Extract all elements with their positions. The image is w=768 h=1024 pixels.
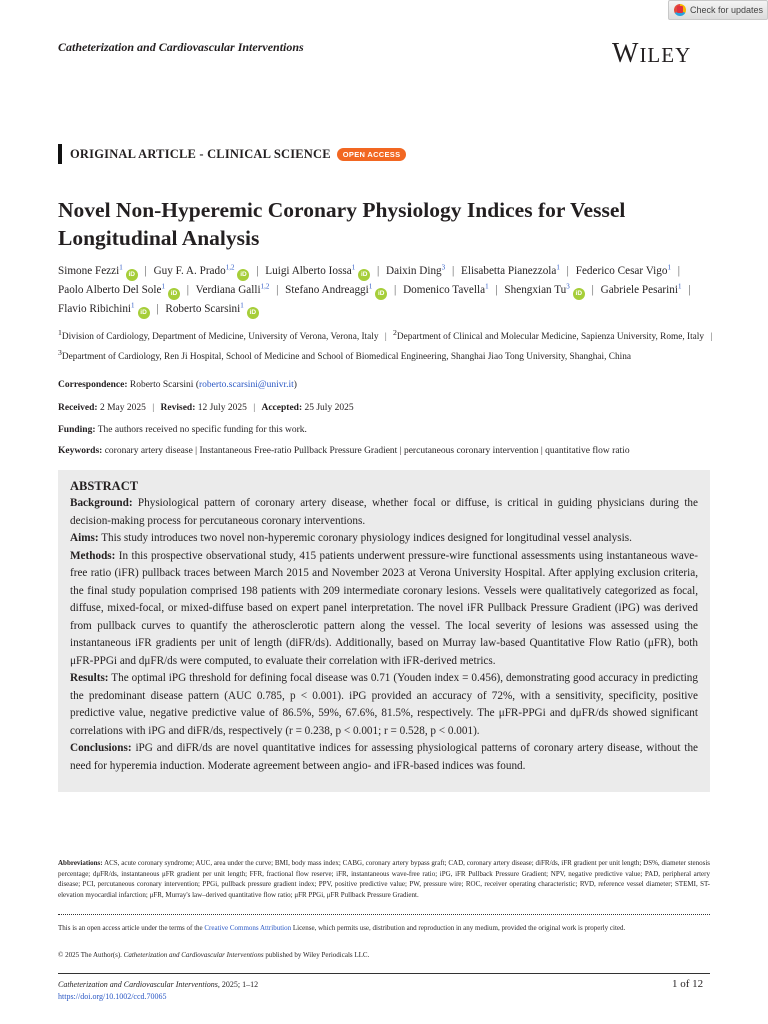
affiliation-ref: 3	[566, 282, 570, 291]
correspondence-label: Correspondence:	[58, 380, 128, 390]
license-text-end: License, which permits use, distribution and reproduction in any medium, provided the original work is properly cited.	[291, 924, 626, 932]
author-name[interactable]: Federico Cesar Vigo	[575, 265, 668, 277]
funding-text: The authors received no specific funding for this work.	[97, 425, 307, 435]
keyword[interactable]: percutaneous coronary intervention	[403, 446, 539, 456]
abbreviations-label: Abbreviations:	[58, 859, 103, 867]
wiley-logo: WILEY	[612, 38, 692, 69]
received-label: Received:	[58, 403, 98, 413]
affiliations	[58, 325, 718, 365]
affiliation-ref: 1	[131, 301, 135, 310]
affiliation-text: Department of Clinical and Molecular Medicine, Sapienza University, Rome, Italy	[396, 332, 705, 343]
separator: |	[152, 403, 155, 413]
affiliation-number: 1	[58, 328, 62, 337]
footer-volume: , 2025; 1–12	[217, 980, 259, 989]
check-for-updates-button[interactable]	[668, 0, 768, 20]
separator: |	[566, 265, 569, 277]
abstract-section	[70, 670, 698, 740]
open-access-badge: OPEN ACCESS	[337, 148, 407, 161]
abstract-section	[70, 495, 698, 530]
author-name[interactable]: Verdiana Galli	[195, 284, 261, 296]
abstract	[58, 470, 710, 792]
separator: |	[394, 284, 397, 296]
author-name[interactable]: Simone Fezzi	[58, 265, 120, 277]
keywords-label: Keywords:	[58, 446, 103, 456]
copyright-text: © 2025 The Author(s).	[58, 951, 124, 959]
article-type	[58, 144, 406, 164]
affiliation-ref: 1	[119, 263, 123, 272]
footer-divider	[58, 973, 710, 974]
author[interactable]	[154, 265, 250, 277]
cc-attribution-link[interactable]: Creative Commons Attribution	[204, 924, 292, 932]
article-dates	[58, 403, 718, 413]
copyright-journal: Catheterization and Cardiovascular Interventions	[123, 951, 264, 959]
separator: |	[256, 265, 259, 277]
author-name[interactable]: Stefano Andreaggi	[285, 284, 369, 296]
separator: |	[397, 446, 404, 456]
separator: |	[591, 284, 594, 296]
orcid-icon[interactable]: iD	[573, 288, 585, 300]
affiliation-ref: 1,2	[225, 263, 235, 272]
abstract-section-text: In this prospective observational study, 415 patients underwent pressure-wire functional assessments using instantaneous wave-free ratio (iFR) pullback traces between March 2015 and November 2023 at Verona University Hospital. After applying exclusion criteria, the final study population comprised 198 patients with 209 intermediate coronary lesions. Vessels were qualitatively categorized as focal, diffuse, mixed-focal, or mixed-diffuse based on expert panel interpretation. The novel iFR Pullback Pressure Gradient (iPG) was derived from pullback curves to quantify the atherosclerotic pattern along the vessel. The local severity of lesions was assessed using the instantaneous iFR gradients per unit of length (diFR/ds). Additionally, based on Murray law-based Quantitative Flow Ratio (μFR), both μFR-PPGi and dμFR/ds were computed, to evaluate their correlation with iFR-derived metrics.	[70, 549, 698, 667]
author-name[interactable]: Paolo Alberto Del Sole	[58, 284, 162, 296]
orcid-icon[interactable]: iD	[375, 288, 387, 300]
author[interactable]	[58, 303, 150, 315]
author[interactable]	[601, 284, 682, 296]
separator: |	[156, 303, 159, 315]
funding	[58, 425, 718, 435]
author-list	[58, 262, 718, 319]
footer-citation	[58, 980, 258, 989]
abstract-section-label: Methods:	[70, 549, 116, 562]
separator: |	[144, 265, 147, 277]
author[interactable]	[58, 284, 180, 296]
separator: |	[276, 284, 279, 296]
author-name[interactable]: Luigi Alberto Iossa	[265, 265, 352, 277]
abstract-section-text: Physiological pattern of coronary artery disease, whether focal or diffuse, is critical in guiding physicians during the decision-making process for percutaneous coronary interventions.	[70, 497, 698, 527]
journal-name: Catheterization and Cardiovascular Interventions	[58, 40, 304, 54]
check-for-updates-label: Check for updates	[690, 5, 764, 15]
author[interactable]	[461, 265, 560, 277]
abstract-section-text: iPG and diFR/ds are novel quantitative indices for assessing physiological patterns of coronary artery disease, without the need for hyperemia induction. Moderate agreement between angio- and iFR-based indices was found.	[70, 742, 698, 772]
author-name[interactable]: Flavio Ribichini	[58, 303, 132, 315]
keyword[interactable]: Instantaneous Free-ratio Pullback Pressure Gradient	[199, 446, 398, 456]
license-text: This is an open access article under the terms of the	[58, 924, 205, 932]
separator: |	[192, 446, 200, 456]
affiliation-ref: 1	[556, 263, 560, 272]
affiliation-ref: 1	[667, 263, 671, 272]
crossmark-icon	[674, 4, 686, 16]
affiliation-text: Division of Cardiology, Department of Medicine, University of Verona, Verona, Italy	[61, 332, 379, 343]
affiliation-ref: 1,2	[260, 282, 270, 291]
affiliation	[58, 348, 631, 363]
abstract-heading: ABSTRACT	[70, 479, 139, 493]
copyright	[58, 951, 369, 959]
author[interactable]	[285, 284, 387, 296]
author[interactable]	[403, 284, 488, 296]
author[interactable]	[504, 284, 584, 296]
affiliation-ref: 1	[368, 282, 373, 291]
accepted-date: 25 July 2025	[304, 403, 354, 413]
abstract-section-label: Conclusions:	[70, 742, 132, 754]
affiliation-number: 3	[58, 348, 62, 358]
author-name[interactable]: Domenico Tavella	[403, 284, 486, 296]
author-name[interactable]: Gabriele Pesarini	[600, 284, 678, 296]
keyword[interactable]: coronary artery disease	[104, 446, 193, 456]
affiliation-ref: 1	[485, 282, 489, 291]
separator: |	[710, 332, 713, 343]
affiliation-ref: 1	[351, 263, 356, 272]
author-name[interactable]: Guy F. A. Prado	[153, 265, 226, 277]
affiliation-ref: 1	[240, 301, 244, 310]
abstract-section-text: This study introduces two novel non-hyperemic coronary physiology indices designed for longitudinal vessel analysis.	[98, 532, 632, 544]
author-name[interactable]: Roberto Scarsini	[165, 303, 241, 315]
keywords-list	[105, 446, 630, 456]
correspondence: Correspondence: Roberto Scarsini (roberto.scarsini@univr.it)	[58, 380, 297, 390]
separator: |	[538, 446, 546, 456]
accepted-label: Accepted:	[261, 403, 303, 413]
author[interactable]	[386, 265, 445, 277]
separator: |	[253, 403, 256, 413]
separator: |	[376, 265, 380, 277]
orcid-icon[interactable]: iD	[168, 288, 180, 300]
abstract-section	[70, 548, 698, 671]
revised-label: Revised:	[160, 403, 196, 413]
abstract-section	[70, 530, 698, 548]
abstract-section-label: Results:	[70, 672, 109, 684]
author-name[interactable]: Daixin Ding	[386, 265, 442, 277]
abstract-body	[70, 495, 698, 775]
correspondence-name: Roberto Scarsini	[129, 380, 194, 390]
orcid-icon[interactable]: iD	[237, 269, 249, 281]
author[interactable]	[576, 265, 671, 277]
affiliation-text: Department of Cardiology, Ren Ji Hospital, School of Medicine and School of Biomedical Engineering, Shanghai Jiao Tong University, Shanghai, China	[61, 352, 631, 363]
abstract-section	[70, 740, 698, 775]
separator: |	[451, 265, 455, 277]
affiliation-ref: 1	[161, 282, 165, 291]
license-notice	[58, 922, 710, 934]
orcid-icon[interactable]: iD	[247, 307, 259, 319]
author[interactable]	[58, 265, 138, 277]
separator: |	[186, 284, 190, 296]
affiliation-ref: 3	[441, 263, 446, 272]
footer-journal: Catheterization and Cardiovascular Interventions	[58, 980, 218, 989]
author-name[interactable]: Elisabetta Pianezzola	[461, 265, 557, 277]
author[interactable]	[265, 265, 370, 277]
separator: |	[495, 284, 498, 296]
section-bar	[58, 144, 62, 164]
orcid-icon[interactable]: iD	[126, 269, 138, 281]
affiliation-ref: 1	[677, 282, 682, 291]
article-type-label: ORIGINAL ARTICLE - CLINICAL SCIENCE	[70, 146, 331, 161]
received-date: 2 May 2025	[99, 403, 146, 413]
page-number: 1 of 12	[672, 978, 704, 990]
separator: |	[384, 332, 387, 343]
orcid-icon[interactable]: iD	[358, 269, 370, 281]
dotted-divider	[58, 914, 710, 915]
affiliation	[58, 328, 379, 343]
funding-label: Funding:	[58, 425, 96, 435]
copyright-text-end: published by Wiley Periodicals LLC.	[263, 951, 370, 959]
author-name[interactable]: Shengxian Tu	[504, 284, 567, 296]
separator: |	[677, 265, 680, 277]
affiliation-number: 2	[393, 328, 397, 337]
article-title: Novel Non-Hyperemic Coronary Physiology Indices for Vessel Longitudinal Analysis	[58, 198, 626, 250]
author[interactable]	[196, 284, 270, 296]
abbreviations-text: ACS, acute coronary syndrome; AUC, area under the curve; BMI, body mass index; CABG, coronary artery bypass graft; CAD, coronary artery disease; diFR/ds, iFR gradient per unit length; DS%, diameter stenosis percentage; dμFR/ds, instantaneous μFR gradient per unit length; FFR, fractional flow reserve; iFR, instantaneous wave-free ratio; iPG, iFR Pullback Pressure Gradient; NPV, negative predictive value; PAD, peripheral artery disease; PCI, percutaneous coronary intervention; PPGi, pullback pressure gradient index; PPV, positive predictive value; PW, pressure wire; ROC, receiver operating characteristic; RVD, reference vessel diameter; STEMI, ST-elevation myocardial infarction; μFR, Murray's law–derived quantitative flow ratio; μFR PPGi, μFR Pullback Pressure Gradient.	[58, 859, 710, 899]
affiliation	[393, 328, 705, 343]
abstract-section-label: Aims:	[70, 532, 99, 544]
keywords	[58, 446, 718, 456]
abstract-section-label: Background:	[70, 497, 133, 509]
author[interactable]	[165, 303, 258, 315]
orcid-icon[interactable]: iD	[138, 307, 150, 319]
revised-date: 12 July 2025	[197, 403, 247, 413]
doi-link[interactable]: https://doi.org/10.1002/ccd.70065	[58, 992, 167, 1001]
abstract-section-text: The optimal iPG threshold for defining focal disease was 0.71 (Youden index = 0.456), demonstrating good accuracy in predicting the predominant disease pattern (AUC 0.785, p < 0.001). iPG provided an accuracy of 72%, with a sensitivity, specificity, positive predictive value, negative predictive value of 86.5%, 59%, 67.6%, 81.5%, respectively. The μFR-PPGi and dμFR/ds showed significant correlations with iPG and diFR/ds, respectively (r = 0.238, p < 0.001; r = 0.528, p < 0.001).	[70, 672, 698, 737]
abbreviations	[58, 858, 710, 900]
separator: |	[688, 284, 691, 296]
correspondence-email-link[interactable]: roberto.scarsini@univr.it	[199, 380, 294, 390]
keyword[interactable]: quantitative flow ratio	[545, 446, 630, 456]
